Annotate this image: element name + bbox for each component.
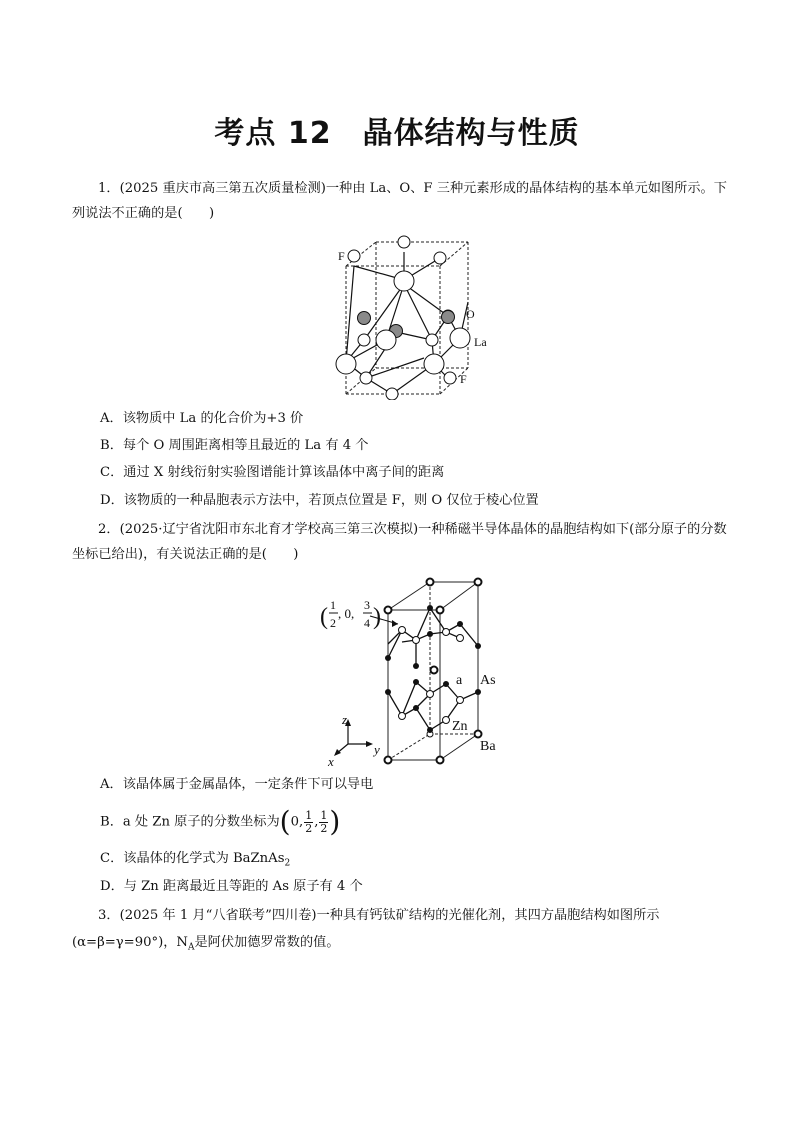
f-atom	[360, 372, 372, 384]
label-o: O	[466, 307, 475, 321]
coord-num-3: 3	[364, 598, 370, 612]
coord-first: 0,	[290, 814, 304, 830]
coord-num-1: 1	[330, 598, 336, 612]
question-2-option-b: B．a 处 Zn 原子的分数坐标为(0, $\frac{1}{2}$ , $\frac{1}{2}$ )	[100, 805, 341, 838]
coord-paren-close: )	[373, 604, 381, 630]
la-atom	[424, 354, 444, 374]
question-2-option-c	[100, 848, 290, 875]
subscript: A	[187, 942, 195, 953]
label-a: a	[456, 673, 463, 688]
question-2-option-c-text: C．该晶体的化学式为 BaZnAs	[100, 851, 285, 866]
coord-fraction: $\frac{1}{2}$	[305, 808, 313, 835]
label-la: La	[474, 335, 487, 349]
question-2-stem: 2．(2025·辽宁省沈阳市东北育才学校高三第三次模拟)一种稀磁半导体晶体的晶胞结构如下(部分原子的分数坐标已给出)，有关说法正确的是( )	[72, 522, 727, 562]
f-atom	[398, 236, 410, 248]
f-atom	[444, 372, 456, 384]
figure-2-unit-cell	[318, 572, 508, 768]
question-3-stem	[72, 903, 732, 928]
o-atom	[358, 312, 371, 325]
question-1-option-b: B．每个 O 周围距离相等且最近的 La 有 4 个	[100, 438, 369, 453]
question-3-stem-line2: (α=β=γ=90°)，$N_A$是阿伏加德罗常数的值。	[72, 935, 340, 953]
f-atom	[358, 334, 370, 346]
question-1-option-a: A．该物质中 La 的化合价为+3 价	[100, 411, 304, 426]
f-atom	[348, 250, 360, 262]
f-atom	[434, 252, 446, 264]
coord-den-4: 4	[364, 616, 370, 630]
la-atom	[376, 330, 396, 350]
question-1-option-c: C．通过 X 射线衍射实验图谱能计算该晶体中离子间的距离	[100, 465, 445, 480]
coord-fraction: $\frac{1}{2}$	[320, 808, 328, 835]
la-atom	[450, 328, 470, 348]
question-3-stem-line1: 3．(2025 年 1 月“八省联考”四川卷)一种具有钙钛矿结构的光催化剂，其四方晶胞结构如图所示	[98, 908, 660, 923]
la-atom	[336, 354, 356, 374]
subscript: 2	[284, 858, 291, 869]
label-as: As	[480, 673, 496, 688]
coord-den-2: 2	[330, 616, 336, 630]
o-atom	[442, 311, 455, 324]
axis-z-label: z	[342, 712, 348, 727]
coord-paren-open: (	[320, 604, 328, 630]
question-2-option-a: A．该晶体属于金属晶体，一定条件下可以导电	[100, 777, 374, 792]
axis-y-label: y	[374, 742, 380, 757]
page-title: 考点 12 晶体结构与性质	[214, 116, 580, 151]
label-zn: Zn	[452, 719, 468, 734]
f-atom	[386, 388, 398, 400]
question-1-option-d: D．该物质的一种晶胞表示方法中，若顶点位置是 F，则 O 仅位于棱心位置	[100, 493, 539, 508]
la-atom	[394, 271, 414, 291]
label-ba: Ba	[480, 739, 496, 754]
question-2-option-b-text: B．a 处 Zn 原子的分数坐标为	[100, 814, 280, 830]
coord-mid: , 0,	[338, 606, 355, 621]
label-f-top: F	[338, 249, 345, 263]
figure-1-crystal-structure	[330, 228, 500, 400]
f-atom	[426, 334, 438, 346]
question-1-stem: 1．(2025 重庆市高三第五次质量检测)一种由 La、O、F 三种元素形成的晶体结构的基本单元如图所示。下列说法不正确的是( )	[72, 181, 727, 221]
coord-sep: ,	[314, 814, 319, 830]
question-2-option-d: D．与 Zn 距离最近且等距的 As 原子有 4 个	[100, 879, 363, 894]
label-f-bottom: F	[460, 372, 467, 386]
axis-x-label: x	[328, 754, 334, 768]
